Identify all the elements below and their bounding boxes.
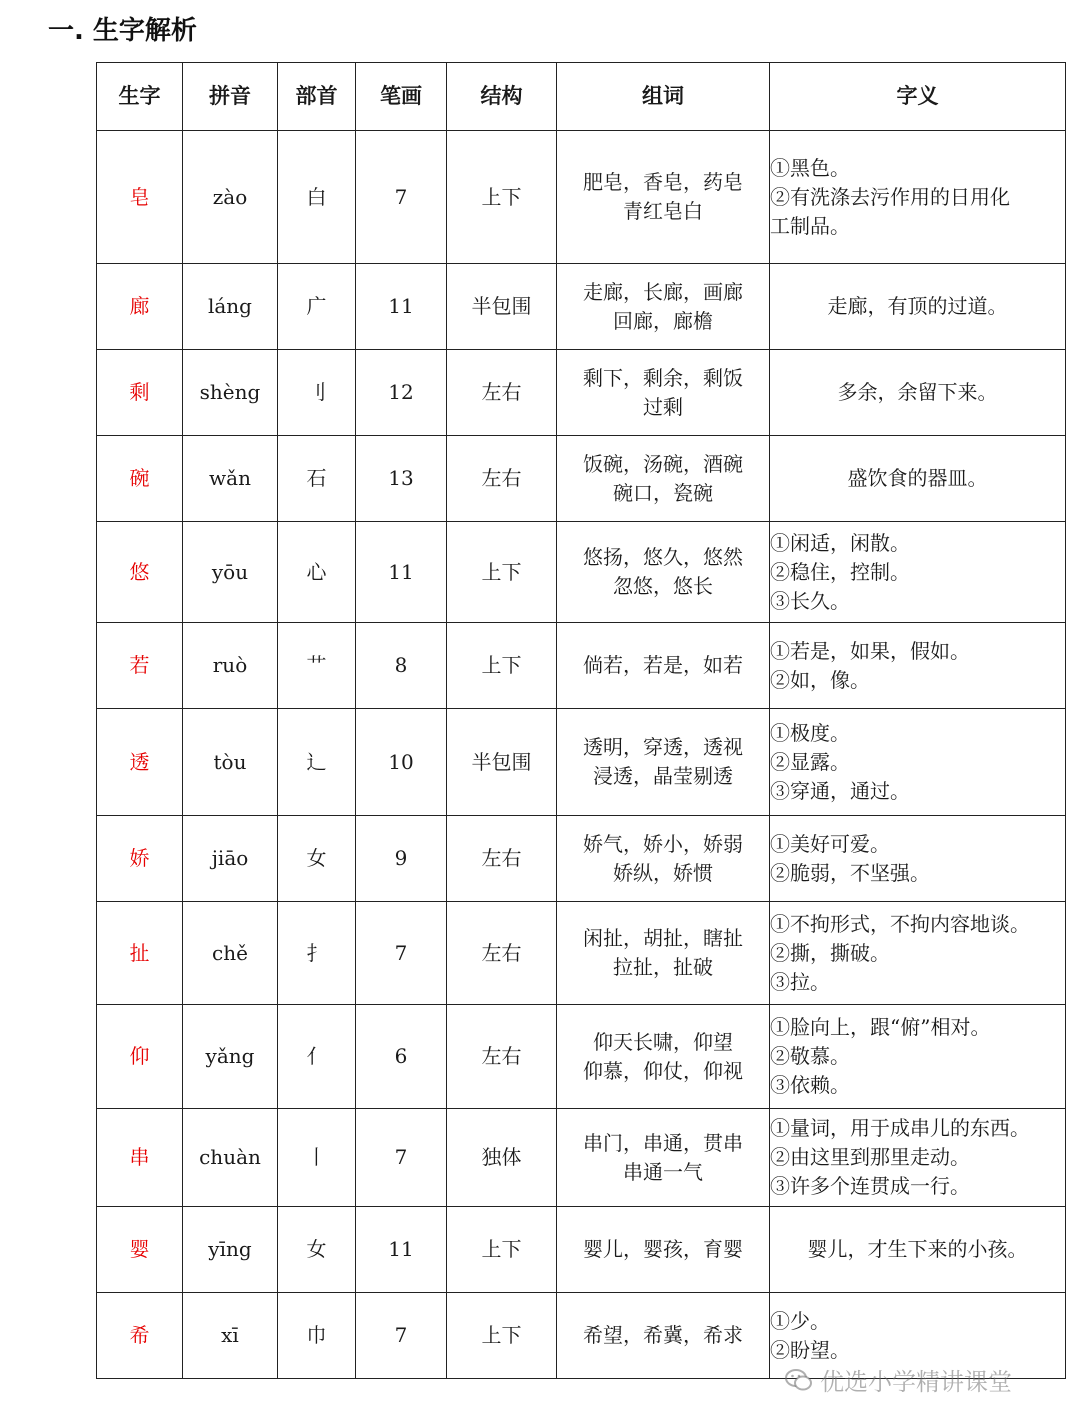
strokes-cell: 11 — [356, 522, 447, 623]
structure-cell: 左右 — [447, 350, 557, 436]
meaning-line: ③拉。 — [770, 969, 830, 994]
strokes-cell: 6 — [356, 1005, 447, 1109]
meaning-line: ③长久。 — [770, 588, 850, 613]
structure-cell: 独体 — [447, 1109, 557, 1207]
structure-cell: 半包围 — [447, 264, 557, 350]
words-cell — [557, 816, 770, 902]
words-cell — [557, 1109, 770, 1207]
table-row — [97, 1005, 1066, 1109]
meaning-cell — [770, 1005, 1066, 1109]
radical-cell: 亻 — [278, 1005, 356, 1109]
table-row — [97, 350, 1066, 436]
radical-cell: 广 — [278, 264, 356, 350]
words-cell — [557, 1005, 770, 1109]
word-line: 青红皂白 — [623, 199, 703, 223]
table-row — [97, 623, 1066, 709]
vocabulary-table — [96, 62, 1066, 1379]
strokes-cell: 11 — [356, 264, 447, 350]
table-row — [97, 131, 1066, 264]
word-line: 浸透，晶莹剔透 — [593, 764, 733, 788]
strokes-cell: 13 — [356, 436, 447, 522]
word-line: 仰慕，仰仗，仰视 — [583, 1058, 743, 1083]
char-cell: 悠 — [97, 522, 183, 623]
meaning-line: ②由这里到那里走动。 — [770, 1145, 970, 1169]
pinyin-cell: yōu — [183, 522, 278, 623]
radical-cell: 女 — [278, 1207, 356, 1293]
char-cell: 皂 — [97, 131, 183, 264]
structure-cell: 上下 — [447, 1293, 557, 1379]
words-cell — [557, 264, 770, 350]
words-cell — [557, 623, 770, 709]
pinyin-cell: chě — [183, 902, 278, 1005]
structure-cell: 上下 — [447, 1207, 557, 1293]
meaning-line: ①不拘形式，不拘内容地谈。 — [770, 911, 1030, 936]
words-cell — [557, 902, 770, 1005]
watermark — [784, 1362, 1012, 1397]
strokes-cell: 8 — [356, 623, 447, 709]
char-cell: 碗 — [97, 436, 183, 522]
column-header-radical: 部首 — [278, 63, 356, 131]
meaning-line: ①极度。 — [770, 720, 850, 745]
word-line: 剩下，剩余，剩饭 — [583, 365, 743, 390]
words-cell — [557, 522, 770, 623]
column-header-char: 生字 — [97, 63, 183, 131]
meaning-line: 盛饮食的器皿。 — [847, 466, 988, 490]
meaning-cell — [770, 623, 1066, 709]
radical-cell: 石 — [278, 436, 356, 522]
watermark-text: 优选小学精讲课堂 — [820, 1368, 1012, 1396]
char-cell: 希 — [97, 1293, 183, 1379]
char-cell: 透 — [97, 709, 183, 816]
word-line: 肥皂，香皂，药皂 — [583, 170, 743, 194]
meaning-line: ③穿通，通过。 — [770, 778, 910, 803]
radical-cell: 丨 — [278, 1109, 356, 1207]
structure-cell: 上下 — [447, 623, 557, 709]
pinyin-cell: láng — [183, 264, 278, 350]
meaning-line: ②盼望。 — [770, 1337, 850, 1362]
word-line: 走廊，长廊，画廊 — [583, 279, 743, 304]
meaning-line: ②如，像。 — [770, 667, 870, 692]
meaning-line: ①少。 — [770, 1308, 830, 1333]
words-cell — [557, 1293, 770, 1379]
table-body — [97, 131, 1066, 1379]
meaning-cell — [770, 436, 1066, 522]
word-line: 串通一气 — [623, 1159, 703, 1184]
structure-cell: 左右 — [447, 1005, 557, 1109]
pinyin-cell: tòu — [183, 709, 278, 816]
column-header-strokes: 笔画 — [356, 63, 447, 131]
radical-cell: 女 — [278, 816, 356, 902]
radical-cell: 白 — [278, 131, 356, 264]
strokes-cell: 9 — [356, 816, 447, 902]
meaning-line: 婴儿，才生下来的小孩。 — [807, 1237, 1028, 1261]
strokes-cell: 7 — [356, 131, 447, 264]
meaning-line: ②敬慕。 — [770, 1044, 850, 1068]
words-cell — [557, 131, 770, 264]
table-row — [97, 709, 1066, 816]
meaning-line: ②显露。 — [770, 749, 850, 774]
column-header-pinyin: 拼音 — [183, 63, 278, 131]
words-cell — [557, 1207, 770, 1293]
table-row — [97, 436, 1066, 522]
word-line: 碗口，瓷碗 — [613, 480, 713, 505]
meaning-cell — [770, 350, 1066, 436]
meaning-line: ①若是，如果，假如。 — [770, 638, 970, 663]
table-row — [97, 1109, 1066, 1207]
meaning-line: 工制品。 — [770, 213, 850, 238]
structure-cell: 上下 — [447, 522, 557, 623]
meaning-line: 走廊，有顶的过道。 — [827, 294, 1008, 318]
structure-cell: 左右 — [447, 816, 557, 902]
pinyin-cell: shèng — [183, 350, 278, 436]
char-cell: 剩 — [97, 350, 183, 436]
meaning-cell — [770, 1207, 1066, 1293]
word-line: 饭碗，汤碗，酒碗 — [583, 451, 743, 476]
char-cell: 廊 — [97, 264, 183, 350]
column-header-words: 组词 — [557, 63, 770, 131]
meaning-line: ②撕，撕破。 — [770, 940, 890, 965]
pinyin-cell: zào — [183, 131, 278, 264]
strokes-cell: 7 — [356, 902, 447, 1005]
structure-cell: 半包围 — [447, 709, 557, 816]
char-cell: 娇 — [97, 816, 183, 902]
strokes-cell: 7 — [356, 1293, 447, 1379]
structure-cell: 左右 — [447, 902, 557, 1005]
words-cell — [557, 436, 770, 522]
meaning-line: ①脸向上，跟“俯”相对。 — [770, 1015, 991, 1039]
char-cell: 扯 — [97, 902, 183, 1005]
meaning-line: ①美好可爱。 — [770, 831, 890, 856]
word-line: 串门，串通，贯串 — [583, 1130, 743, 1155]
word-line: 娇纵，娇惯 — [613, 860, 713, 885]
char-cell: 仰 — [97, 1005, 183, 1109]
meaning-cell — [770, 264, 1066, 350]
word-line: 悠扬，悠久，悠然 — [583, 545, 743, 569]
table-row — [97, 816, 1066, 902]
pinyin-cell: yīng — [183, 1207, 278, 1293]
word-line: 婴儿，婴孩，育婴 — [583, 1237, 743, 1261]
meaning-cell — [770, 709, 1066, 816]
meaning-line: ①黑色。 — [770, 155, 850, 180]
meaning-line: ②稳住，控制。 — [770, 559, 910, 584]
word-line: 透明，穿透，透视 — [583, 735, 743, 759]
pinyin-cell: ruò — [183, 623, 278, 709]
meaning-line: ②有洗涤去污作用的日用化 — [770, 184, 1010, 209]
char-cell: 若 — [97, 623, 183, 709]
table-row — [97, 1207, 1066, 1293]
radical-cell: 巾 — [278, 1293, 356, 1379]
char-cell: 串 — [97, 1109, 183, 1207]
meaning-line: ①闲适，闲散。 — [770, 530, 910, 555]
word-line: 拉扯，扯破 — [613, 955, 713, 979]
strokes-cell: 12 — [356, 350, 447, 436]
pinyin-cell: wǎn — [183, 436, 278, 522]
words-cell — [557, 350, 770, 436]
word-line: 倘若，若是，如若 — [583, 653, 743, 677]
radical-cell: 艹 — [278, 623, 356, 709]
radical-cell: 扌 — [278, 902, 356, 1005]
radical-cell: 刂 — [278, 350, 356, 436]
radical-cell: 心 — [278, 522, 356, 623]
table-row — [97, 264, 1066, 350]
strokes-cell: 10 — [356, 709, 447, 816]
strokes-cell: 11 — [356, 1207, 447, 1293]
section-title: 一. 生字解析 — [48, 16, 197, 46]
word-line: 希望，希冀，希求 — [583, 1323, 743, 1347]
column-header-meaning: 字义 — [770, 63, 1066, 131]
meaning-line: ②脆弱，不坚强。 — [770, 860, 930, 885]
meaning-cell — [770, 522, 1066, 623]
strokes-cell: 7 — [356, 1109, 447, 1207]
word-line: 闲扯，胡扯，瞎扯 — [583, 926, 743, 950]
word-line: 回廊，廊檐 — [613, 308, 713, 333]
word-line: 仰天长啸，仰望 — [593, 1029, 733, 1054]
meaning-cell — [770, 902, 1066, 1005]
word-line: 娇气，娇小，娇弱 — [583, 831, 743, 856]
column-header-structure: 结构 — [447, 63, 557, 131]
radical-cell: 辶 — [278, 709, 356, 816]
pinyin-cell: yǎng — [183, 1005, 278, 1109]
table-row — [97, 522, 1066, 623]
words-cell — [557, 709, 770, 816]
header-row — [97, 63, 1066, 131]
pinyin-cell: xī — [183, 1293, 278, 1379]
meaning-cell — [770, 816, 1066, 902]
meaning-line: ③依赖。 — [770, 1073, 850, 1097]
structure-cell: 左右 — [447, 436, 557, 522]
meaning-line: 多余，余留下来。 — [837, 380, 998, 404]
pinyin-cell: jiāo — [183, 816, 278, 902]
word-line: 忽悠，悠长 — [613, 574, 713, 598]
meaning-cell — [770, 1109, 1066, 1207]
word-line: 过剩 — [643, 394, 683, 419]
wechat-icon — [784, 1367, 814, 1393]
char-cell: 婴 — [97, 1207, 183, 1293]
meaning-cell — [770, 131, 1066, 264]
table-header — [97, 63, 1066, 131]
meaning-line: ①量词，用于成串儿的东西。 — [770, 1116, 1030, 1140]
meaning-line: ③许多个连贯成一行。 — [770, 1174, 970, 1198]
pinyin-cell: chuàn — [183, 1109, 278, 1207]
table-row — [97, 902, 1066, 1005]
structure-cell: 上下 — [447, 131, 557, 264]
